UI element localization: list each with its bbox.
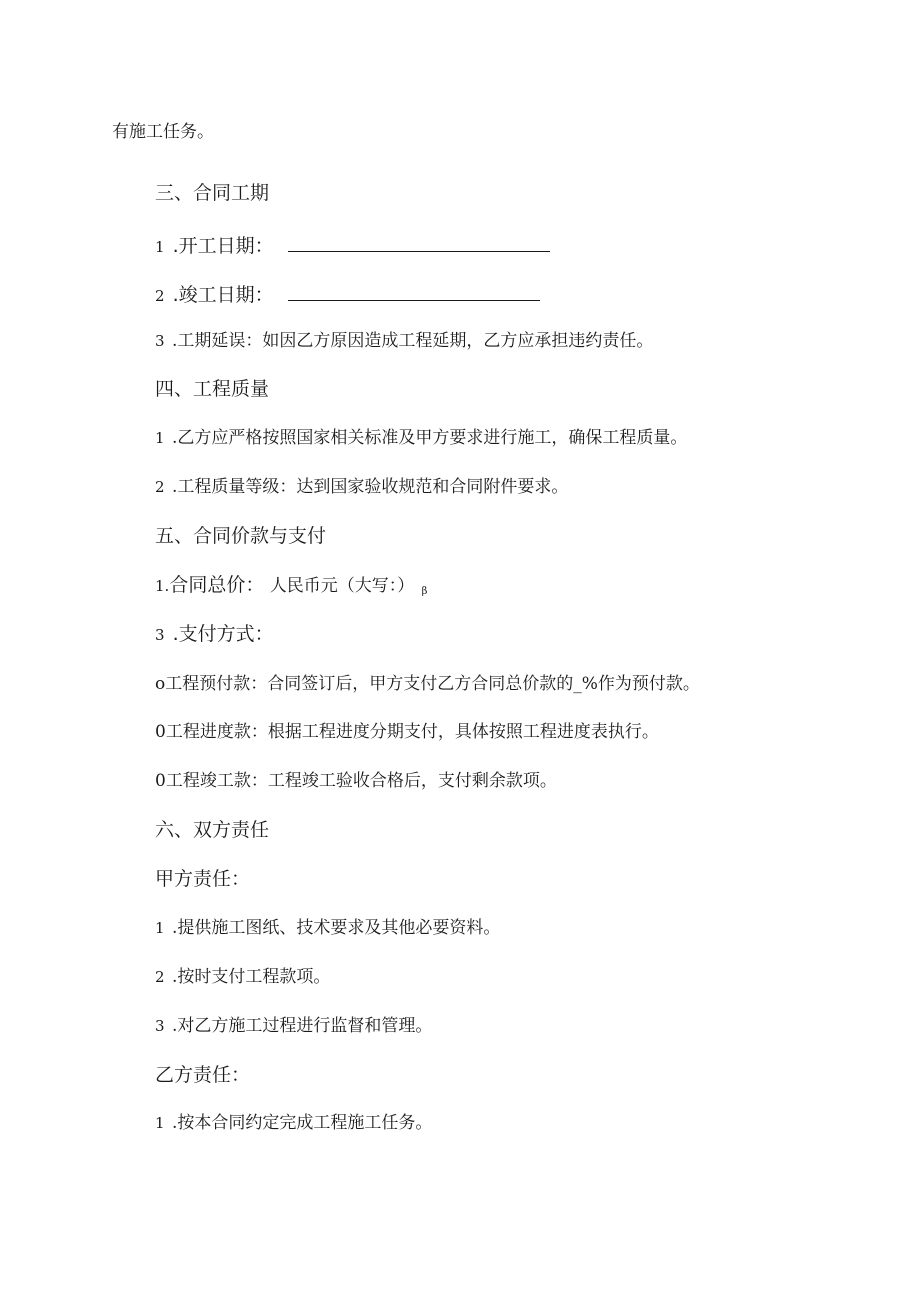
clause-text: .按时支付工程款项。 <box>171 967 331 987</box>
section-heading-responsibilities <box>155 818 269 842</box>
item-number: 1 <box>155 429 165 447</box>
item-number: 3 <box>155 1017 165 1035</box>
section-heading-quality <box>155 377 269 401</box>
end-date-blank[interactable] <box>288 280 540 301</box>
clause-text: .工程质量等级：达到国家验收规范和合同附件要求。 <box>171 477 569 497</box>
clause-text: 0工程进度款：根据工程进度分期支付，具体按照工程进度表执行。 <box>155 722 659 742</box>
heading-text: 乙方责任： <box>155 1064 251 1086</box>
clause-text: 0工程竣工款：工程竣工验收合格后，支付剩余款项。 <box>155 771 557 791</box>
stray-mark: β <box>421 586 428 597</box>
clause-text: .工期延误：如因乙方原因造成工程延期，乙方应承担违约责任。 <box>171 331 654 351</box>
heading-text: 四、工程质量 <box>155 378 270 400</box>
clause-text: .乙方应严格按照国家相关标准及甲方要求进行施工，确保工程质量。 <box>171 428 688 448</box>
item-number: 1 <box>155 1114 165 1132</box>
item-number: 1 <box>155 919 165 937</box>
advance-payment-clause <box>155 672 700 696</box>
heading-text: 五、合同价款与支付 <box>155 525 327 547</box>
party-b-duty-1 <box>155 1111 432 1135</box>
total-price-line <box>155 573 427 604</box>
item-number: 3 <box>155 626 165 644</box>
total-price-label: 合同总价： <box>169 574 265 596</box>
heading-text: 甲方责任： <box>155 868 251 890</box>
payment-method-label: .支付方式： <box>172 623 274 645</box>
total-price-text: 人民币元（大写：） <box>269 576 415 596</box>
end-date-label: .竣工日期： <box>172 284 274 306</box>
heading-text: 六、双方责任 <box>155 819 270 841</box>
end-date-line <box>155 280 540 308</box>
delay-clause <box>155 329 653 353</box>
clause-text: o工程预付款：合同签订后，甲方支付乙方合同总价款的_%作为预付款。 <box>155 674 700 694</box>
progress-payment-clause <box>155 720 659 744</box>
quality-clause-2 <box>155 475 568 499</box>
section-heading-payment <box>155 524 326 548</box>
item-number: 1. <box>155 577 170 595</box>
item-number: 2 <box>155 287 165 305</box>
item-number: 2 <box>155 968 165 986</box>
clause-text: .提供施工图纸、技术要求及其他必要资料。 <box>171 918 501 938</box>
item-number: 2 <box>155 478 165 496</box>
quality-clause-1 <box>155 426 687 450</box>
final-payment-clause <box>155 769 557 793</box>
clause-text: .按本合同约定完成工程施工任务。 <box>171 1113 433 1133</box>
clause-text: .对乙方施工过程进行监督和管理。 <box>171 1016 433 1036</box>
party-a-duty-3 <box>155 1014 432 1038</box>
payment-method-line <box>155 622 274 647</box>
item-number: 1 <box>155 238 165 256</box>
paragraph-continuation <box>112 120 214 144</box>
heading-text: 三、合同工期 <box>155 182 270 204</box>
item-number: 3 <box>155 332 165 350</box>
section-heading-duration <box>155 181 269 205</box>
party-b-heading <box>155 1063 250 1087</box>
party-a-heading <box>155 867 250 891</box>
start-date-label: .开工日期： <box>172 235 274 257</box>
start-date-blank[interactable] <box>288 231 550 252</box>
party-a-duty-1 <box>155 916 500 940</box>
paragraph-text: 有施工任务。 <box>112 122 214 142</box>
start-date-line <box>155 231 550 259</box>
party-a-duty-2 <box>155 965 330 989</box>
